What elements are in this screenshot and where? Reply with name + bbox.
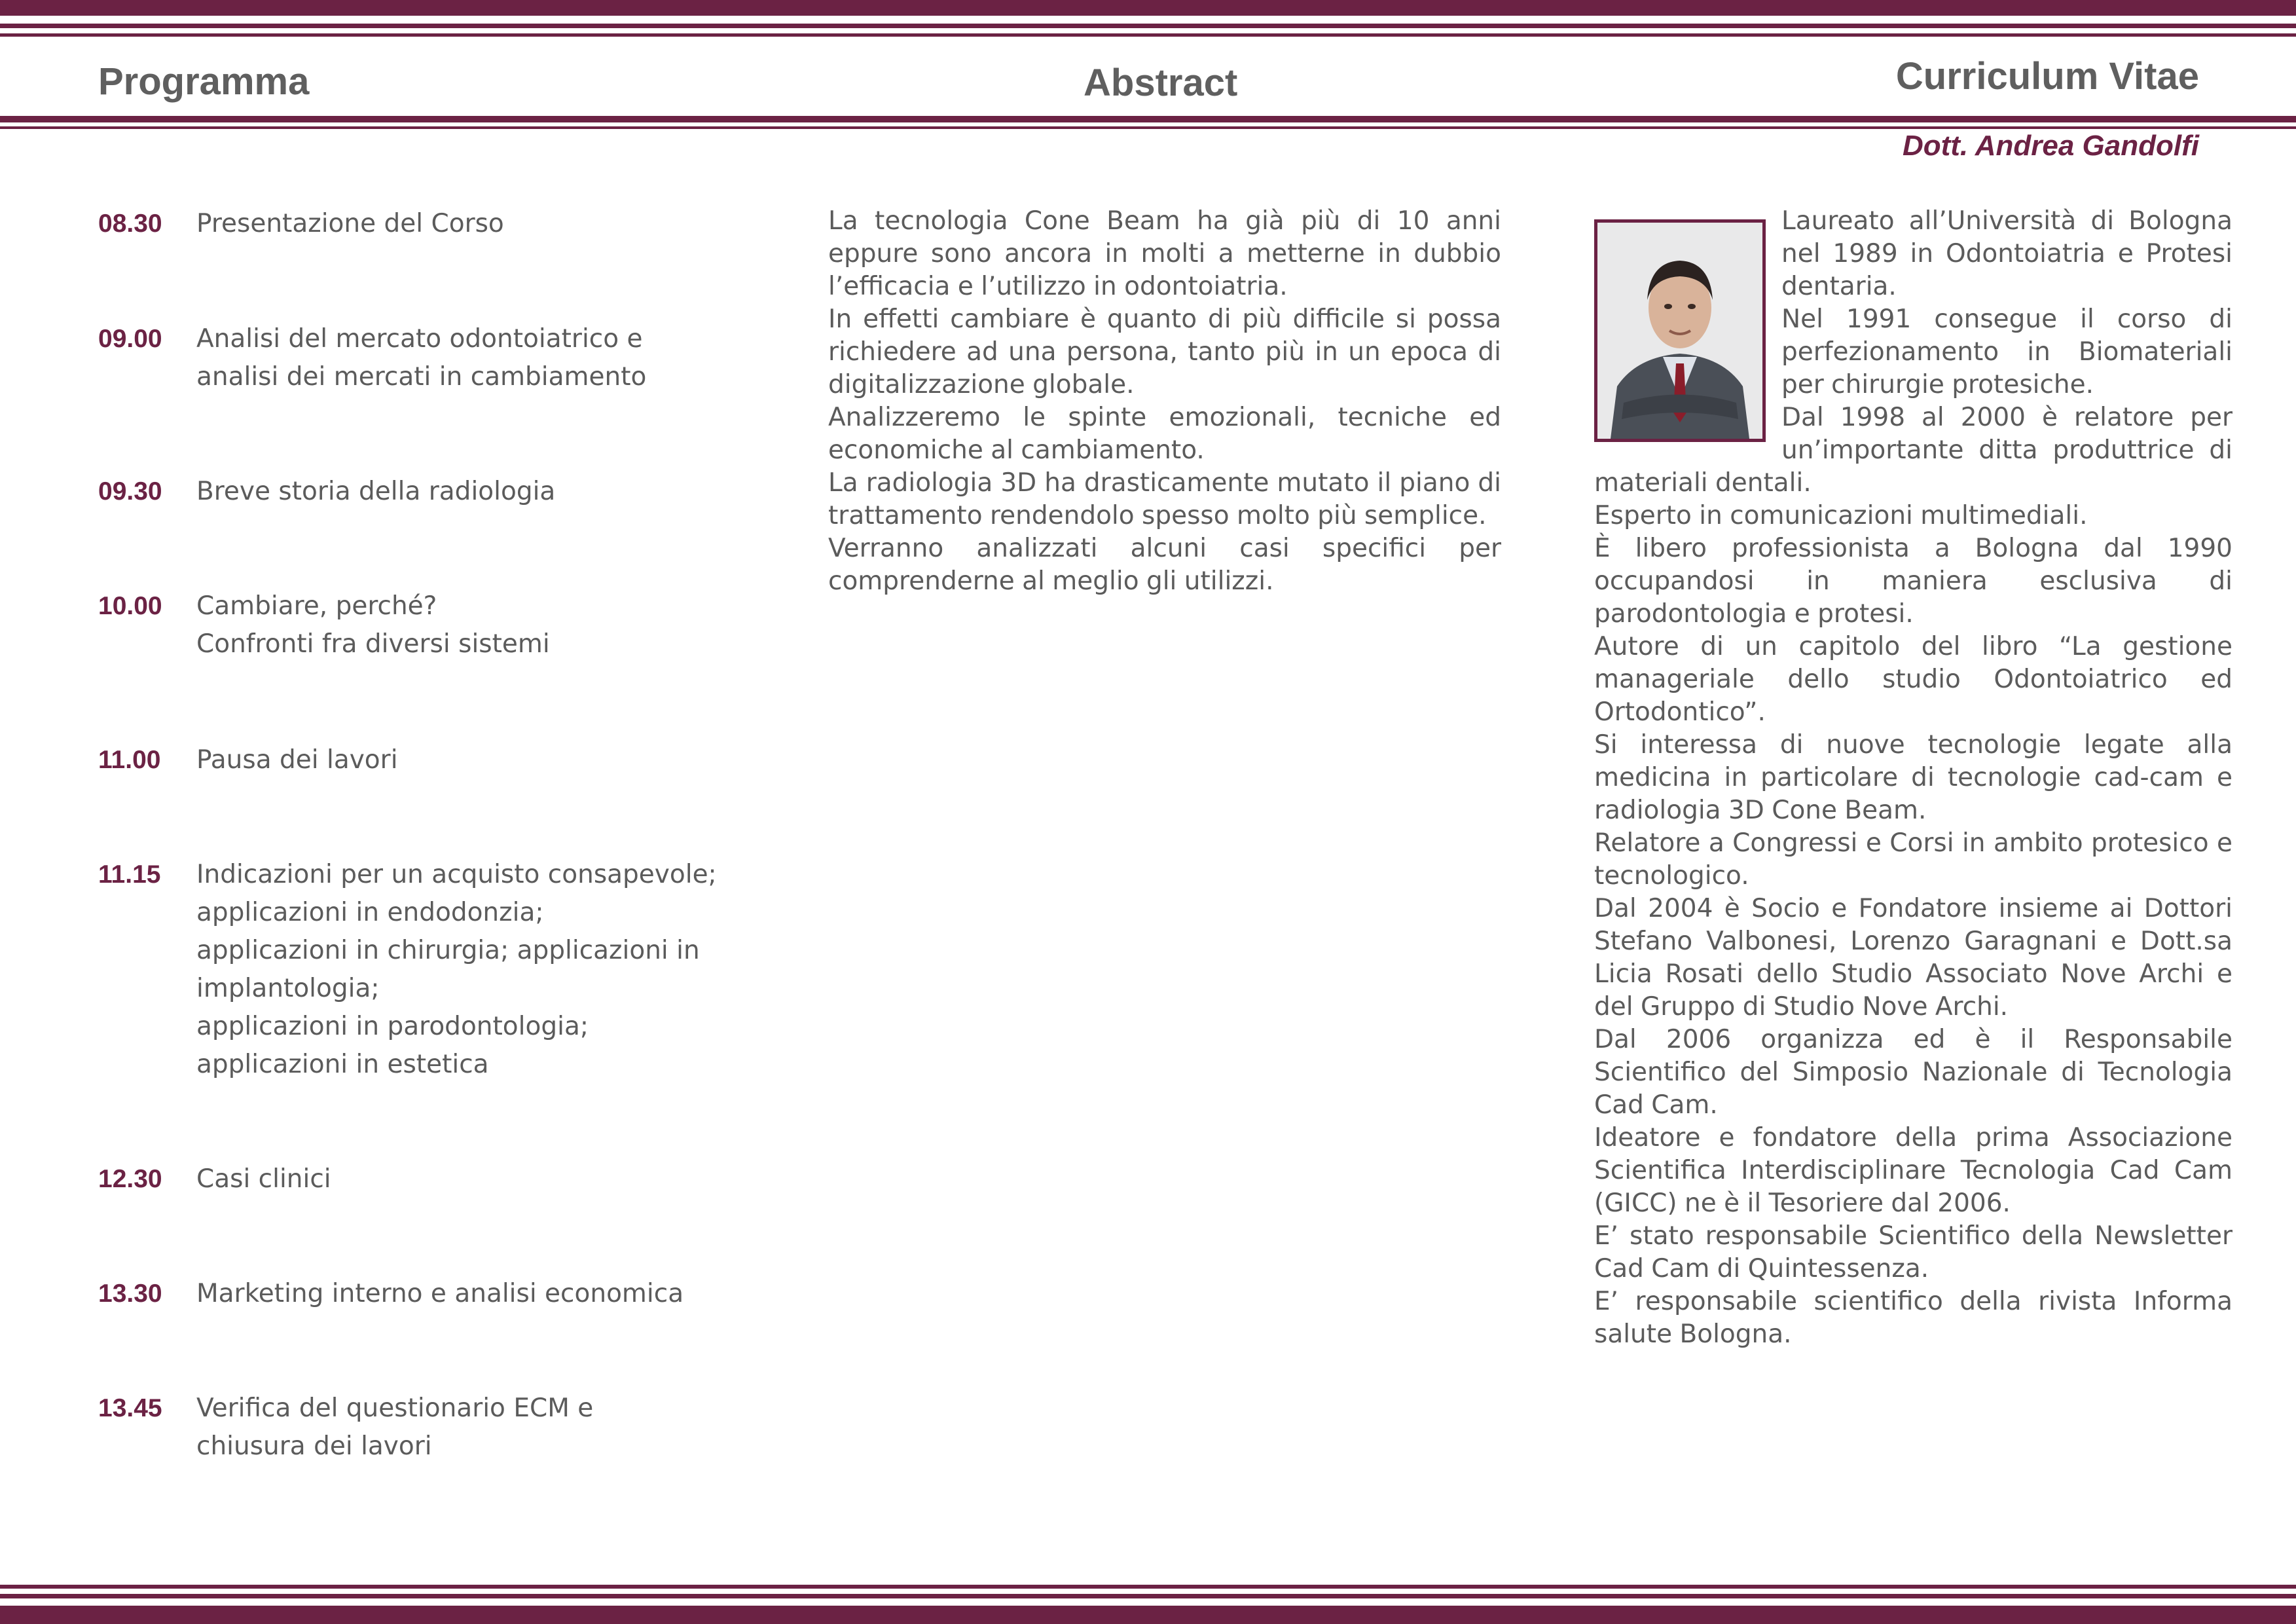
programma-description — [196, 473, 555, 511]
programma-description — [196, 320, 646, 396]
programma-description-line: chiusura dei lavori — [196, 1431, 432, 1461]
programma-time: 08.30 — [98, 210, 162, 238]
programma-item — [98, 205, 786, 243]
cv-text — [1594, 205, 2232, 1351]
programma-description-line: analisi dei mercati in cambiamento — [196, 362, 647, 392]
cv-paragraph: Dal 1998 al 2000 è relatore per un’importante ditta produttrice di materiali dentali. — [1594, 403, 2232, 498]
programma-description-line: Casi clinici — [196, 1164, 331, 1194]
programma-description-line: applicazioni in endodonzia; — [196, 898, 544, 927]
programma-description-line: implantologia; — [196, 974, 380, 1003]
portrait-image — [1597, 223, 1762, 439]
abstract-paragraph: In effetti cambiare è quanto di più difficile si possa richiedere ad una persona, tanto più in un epoca di digitalizzazione globale. — [828, 304, 1501, 399]
programma-item — [98, 856, 786, 1084]
programma-time: 13.30 — [98, 1280, 162, 1308]
programma-time: 10.00 — [98, 592, 162, 620]
abstract-paragraph: Verranno analizzati alcuni casi specifici per comprenderne al meglio gli utilizzi. — [828, 534, 1501, 596]
cv-paragraph: Relatore a Congressi e Corsi in ambito protesico e tecnologico. — [1594, 828, 2232, 891]
bottom-bar-thin-2 — [0, 1594, 2296, 1598]
cv-paragraph: Ideatore e fondatore della prima Associazione Scientifica Interdisciplinare Tecnologia Cad Cam (GICC) ne è il Tesoriere dal 2006. — [1594, 1123, 2232, 1218]
programma-description-line: Cambiare, perché? — [196, 591, 437, 621]
top-bar-thick — [0, 0, 2296, 16]
cv-paragraph: Nel 1991 consegue il corso di perfezionamento in Biomateriali per chirurgie protesiche. — [1781, 304, 2232, 399]
programma-item — [98, 587, 786, 663]
cv-paragraph: Laureato all’Università di Bologna nel 1989 in Odontoiatria e Protesi dentaria. — [1781, 206, 2232, 301]
top-bar-thin-2 — [0, 33, 2296, 37]
programma-item — [98, 1275, 786, 1313]
cv-paragraph: Esperto in comunicazioni multimediali. — [1594, 501, 2088, 530]
speaker-photo — [1594, 219, 1766, 442]
header-rule-thick — [0, 116, 2296, 122]
abstract-heading: Abstract — [1084, 62, 1238, 104]
programma-description-line: Presentazione del Corso — [196, 209, 504, 238]
programma-item — [98, 1160, 786, 1198]
abstract-paragraph: Analizzeremo le spinte emozionali, tecniche ed economiche al cambiamento. — [828, 403, 1501, 465]
programma-description — [196, 1275, 683, 1313]
abstract-paragraph: La radiologia 3D ha drasticamente mutato il piano di trattamento rendendolo spesso molto più semplice. — [828, 468, 1501, 530]
cv-paragraph: E’ stato responsabile Scientifico della Newsletter Cad Cam di Quintessenza. — [1594, 1221, 2232, 1283]
programma-heading: Programma — [98, 60, 310, 103]
programma-time: 12.30 — [98, 1165, 162, 1193]
programma-description-line: Analisi del mercato odontoiatrico e — [196, 324, 643, 354]
programma-time: 13.45 — [98, 1394, 162, 1422]
programma-item — [98, 320, 786, 396]
abstract-paragraph: La tecnologia Cone Beam ha già più di 10 anni eppure sono ancora in molti a metterne in dubbio l’efficacia e l’utilizzo in odontoiatria. — [828, 206, 1501, 301]
programma-description-line: Verifica del questionario ECM e — [196, 1393, 594, 1423]
programma-description — [196, 856, 717, 1084]
programma-time: 11.15 — [98, 860, 161, 889]
curriculum-vitae-heading: Curriculum Vitae — [1895, 55, 2199, 98]
programma-item — [98, 741, 786, 779]
cv-paragraph: Si interessa di nuove tecnologie legate alla medicina in particolare di tecnologie cad-cam e radiologia 3D Cone Beam. — [1594, 730, 2232, 825]
abstract-text — [828, 205, 1501, 598]
programma-description-line: applicazioni in parodontologia; — [196, 1012, 589, 1041]
programma-description-line: applicazioni in chirurgia; applicazioni in — [196, 936, 700, 965]
bottom-bar-thin — [0, 1585, 2296, 1589]
bottom-bar-thick — [0, 1606, 2296, 1624]
programma-description-line: Breve storia della radiologia — [196, 477, 556, 506]
programma-description-line: applicazioni in estetica — [196, 1050, 489, 1079]
programma-description — [196, 205, 504, 243]
programma-description-line: Pausa dei lavori — [196, 745, 398, 775]
cv-paragraph: Dal 2004 è Socio e Fondatore insieme ai Dottori Stefano Valbonesi, Lorenzo Garagnani e Dott.sa Licia Rosati dello Studio Associato Nove Archi e del Gruppo di Studio Nove Archi. — [1594, 894, 2232, 1022]
speaker-name: Dott. Andrea Gandolfi — [1902, 130, 2199, 162]
programma-description-line: Indicazioni per un acquisto consapevole; — [196, 860, 717, 889]
programma-item — [98, 473, 786, 511]
programma-time: 09.00 — [98, 325, 162, 353]
programma-time: 11.00 — [98, 746, 161, 774]
cv-paragraph: E’ responsabile scientifico della rivista Informa salute Bologna. — [1594, 1287, 2232, 1349]
header-rule-thin — [0, 126, 2296, 129]
programma-description-line: Marketing interno e analisi economica — [196, 1279, 684, 1308]
programma-description — [196, 1160, 331, 1198]
cv-paragraph: Autore di un capitolo del libro “La gestione manageriale dello studio Odontoiatrico ed Ortodontico”. — [1594, 632, 2232, 727]
programma-description — [196, 1390, 593, 1466]
programma-description-line: Confronti fra diversi sistemi — [196, 629, 550, 659]
cv-paragraph: Dal 2006 organizza ed è il Responsabile Scientifico del Simposio Nazionale di Tecnologia Cad Cam. — [1594, 1025, 2232, 1120]
programma-time: 09.30 — [98, 477, 162, 506]
programma-description — [196, 741, 398, 779]
programma-description — [196, 587, 550, 663]
top-bar-thin — [0, 24, 2296, 28]
cv-paragraph: È libero professionista a Bologna dal 1990 occupandosi in maniera esclusiva di parodontologia e protesi. — [1594, 534, 2232, 629]
programma-item — [98, 1390, 786, 1466]
